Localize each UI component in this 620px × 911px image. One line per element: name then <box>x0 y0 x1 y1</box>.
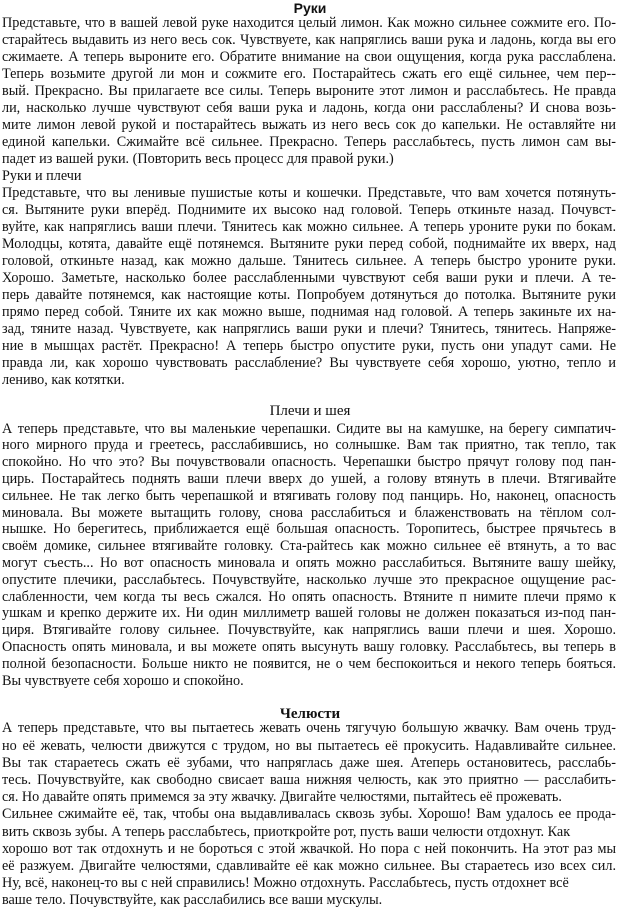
text-line: вить сквозь зубы. А теперь расслабьтесь, приоткройте рот, пусть ваши челюсти отдохнут. Как <box>2 823 571 840</box>
text-line: прямо перед собой. Тяните их как можно выше, поднимая над головой. А теперь закиньте их на- <box>2 303 616 320</box>
heading-jaws: Челюсти <box>279 706 341 722</box>
text-line: ся. Но давайте опять примемся за эту жвачку. Двигайте челюстями, пытайтесь её прожевать. <box>2 789 562 806</box>
text-line: ся. Вытяните руки вперёд. Поднимите их высоко над головой. Теперь откиньте назад. Почувст- <box>2 201 616 218</box>
text-line: сильнее. Не так легко быть черепашкой и втягивать голову под панцирь. Но, наконец, опасность <box>2 487 616 504</box>
text-line: Ну, всё, наконец-то вы с ней справились! Можно отдохнуть. Расслабьтесь, пусть отдохнет всё <box>2 875 569 892</box>
text-line: её разжуем. Двигайте челюстями, сдавливайте её как можно сильнее. Вы стараетесь изо всех сил. <box>2 857 616 874</box>
text-line: мите лимон левой рукой и постарайтесь выжать из него весь сок до капельки. Не оставляйте ни <box>2 116 616 133</box>
text-line: Вы чувствуете себя хорошо и спокойно. <box>2 672 244 689</box>
text-line: правда ли, как хорошо чувствовать расслабление? Вы чувствуете себя хорошо, уютно, тепло и <box>2 354 616 371</box>
text-line: Хорошо. Заметьте, насколько более расслабленными чувствуют себя ваши руки и плечи. А те- <box>2 269 616 286</box>
text-line: Теперь возьмите другой ли мон и сожмите его. Постарайтесь сжать его ещё сильнее, чем пер-- <box>2 65 616 82</box>
text-line: ние в мышцах растёт. Прекрасно! А теперь быстро опустите руки, пусть они упадут сами. Не <box>2 337 616 354</box>
text-line: лениво, как котятки. <box>2 371 125 388</box>
text-line: опустите плечики, расслабьтесь. Почувствуйте, насколько лучше это прекрасное ощущение рас- <box>2 571 616 588</box>
subheading-arms-shoulders: Руки и плечи <box>2 167 82 184</box>
heading-arms: Руки <box>293 0 327 16</box>
text-line: своём домике, сильнее втягивайте головку. Ста-райтесь как можно сильнее её втянуть, а то вас <box>2 538 616 555</box>
text-line: Опасность опять миновала, и вы можете опять высунуть вашу головку. Расслабьтесь, вы теперь в <box>2 638 616 655</box>
text-line: Вы так стараетесь сжать её зубами, что напряглась даже шея. Атеперь остановитесь, расслабь- <box>2 754 616 771</box>
text-line: слабленности, чем когда ты весь сжался. Но опять опасность. Втяните п нимите плечи прямо к <box>2 588 616 605</box>
text-line: тесь. Почувствуйте, как свободно свисает ваша нижняя челюсть, как это приятно — расслабить- <box>2 771 616 788</box>
text-line: Молодцы, котята, давайте ещё потянемся. Вытяните руки перед собой, поднимайте их вверх, над <box>2 235 616 252</box>
text-line: ного мирного пруда и греетесь, расслабившись, но солнышке. Вам так приятно, так тепло, так <box>2 437 616 454</box>
text-line: цирь. Постарайтесь поднять ваши плечи вверх до ушей, а голову втянуть в плечи. Втягивайте <box>2 470 616 487</box>
text-line: Представьте, что вы ленивые пушистые коты и кошечки. Представьте, что вам хочется потянуть- <box>2 184 616 201</box>
text-line: единой капельки. Сжимайте всё сильнее. Прекрасно. Теперь расслабьтесь, пусть лимон сам вы- <box>2 133 616 150</box>
heading-shoulders-neck: Плечи и шея <box>269 403 351 419</box>
text-line: ли, насколько лучше чувствуют себя ваши рука и ладонь, когда они расслаблены? И снова возь- <box>2 99 616 116</box>
text-line: сжимаете. А теперь выроните его. Обратите внимание на свои ощущения, когда рука расслаблена. <box>2 48 616 65</box>
text-line: Представьте, что в вашей левой руке находится целый лимон. Как можно сильнее сожмите его. По- <box>2 14 616 31</box>
text-line: хорошо вот так отдохнуть и не бороться с этой жвачкой. Но пора с ней покончить. На этот раз мы <box>2 840 616 857</box>
text-line: старайтесь выдавить из него весь сок. Чувствуете, как напряглись ваши рука и ладонь, когда вы его <box>2 31 616 48</box>
text-line: перь давайте потянемся, как настоящие коты. Попробуем дотянуться до потолка. Вытяните руки <box>2 286 616 303</box>
text-line: ушкам и крепко держите их. Ни один миллиметр вашей головы не должен показаться из-под пан- <box>2 605 616 622</box>
section-shoulders-neck-text <box>2 421 616 690</box>
text-line: зад, тяните назад. Чувствуете, как напряглись ваши руки и плечи? Тянитесь, тянитесь. Напряже- <box>2 320 616 337</box>
section-arms-text <box>2 15 616 389</box>
text-line: ваше тело. Почувствуйте, как расслабились все ваши мускулы. <box>2 892 383 909</box>
text-line: нышке. Но берегитесь, приближается ещё большая опасность. Торопитесь, быстрее прячьтесь в <box>2 521 616 538</box>
text-line: могут съесть... Но вот опасность миновала и опять можно расслабиться. Вытяните вашу шейку, <box>2 554 616 571</box>
text-line: спокойно. Но что это? Вы почувствовали опасность. Черепашки быстро прячут голову под пан- <box>2 454 616 471</box>
section-jaws-text <box>2 720 616 909</box>
text-line: полной безопасности. Больше никто не появится, не о чем беспокоиться и некого теперь бояться. <box>2 655 616 672</box>
text-line: Сильнее сжимайте её, так, чтобы она выдавливалась сквозь зубы. Хорошо! Вам удалось ее прода- <box>2 806 616 823</box>
text-line: вый. Прекрасно. Вы прилагаете все силы. Теперь выроните этот лимон и расслабьтесь. Не правда <box>2 82 616 99</box>
text-line: А теперь представьте, что вы пытаетесь жевать очень тягучую большую жвачку. Вам очень труд- <box>2 720 616 737</box>
text-line: циря. Втягивайте голову сильнее. Почувствуйте, как напряглись ваши плечи и шея. Хорошо. <box>2 622 616 639</box>
text-line: вуйте, как напряглись ваши плечи. Тянитесь как можно сильнее. А теперь уроните руки по бокам. <box>2 218 616 235</box>
text-line: но её жевать, челюсти движутся с трудом, но вы пытаетесь её прокусить. Надавливайте сильнее. <box>2 737 616 754</box>
text-line: головой, откиньте назад, как можно дальше. Тянитесь сильнее. А теперь быстро уроните руки. <box>2 252 616 269</box>
text-line: миновала. Вы можете вытащить голову, снова расслабиться и блаженствовать на тёплом сол- <box>2 504 616 521</box>
text-line: А теперь представьте, что вы маленькие черепашки. Сидите вы на камушке, на берегу симпатич- <box>2 420 616 437</box>
text-line: падет из вашей руки. (Повторить весь процесс для правой руки.) <box>2 150 394 167</box>
